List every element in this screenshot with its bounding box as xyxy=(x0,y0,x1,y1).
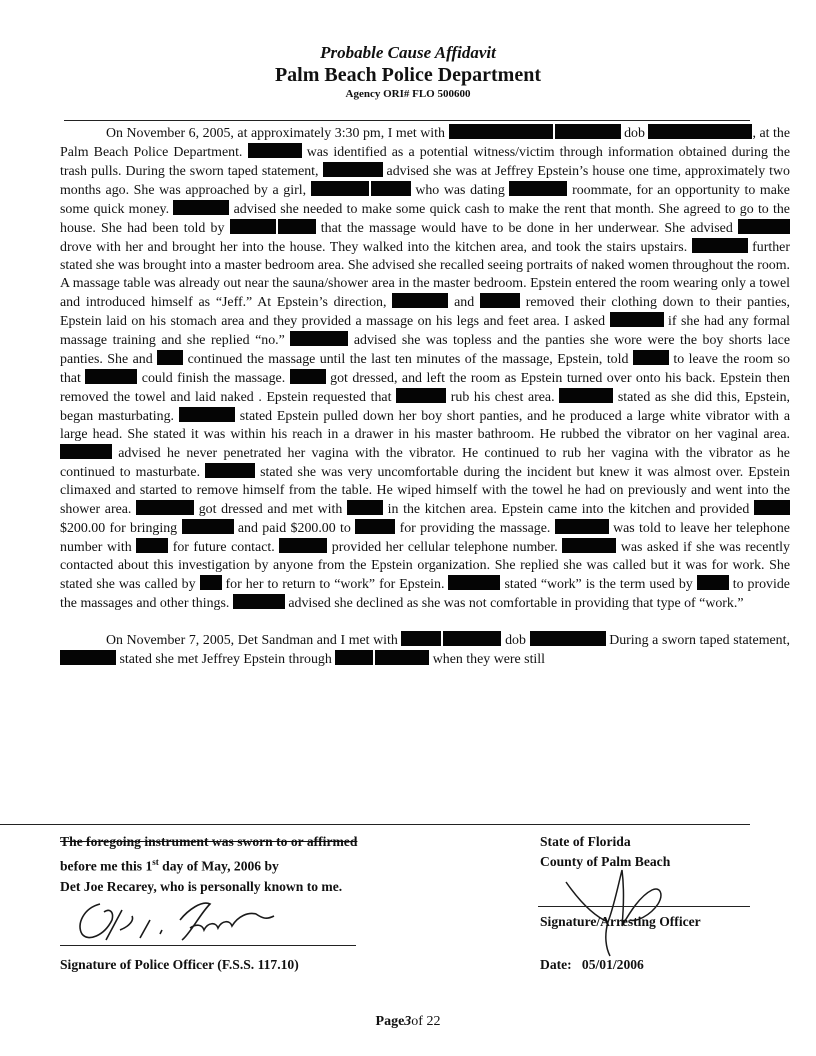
redaction xyxy=(555,519,609,534)
date-label: Date: xyxy=(540,957,572,972)
redaction xyxy=(738,219,790,234)
sworn-line: The foregoing instrument was sworn to or affirmed xyxy=(60,834,358,849)
redaction xyxy=(633,350,669,365)
redaction xyxy=(233,594,285,609)
paragraph-1 xyxy=(60,124,790,613)
text-segment: for providing the massage. xyxy=(399,521,551,536)
redaction xyxy=(401,631,441,646)
text-segment: On November 7, 2005, Det Sandman and I met with xyxy=(106,633,398,648)
footer-divider xyxy=(0,824,750,825)
redaction xyxy=(449,124,553,139)
text-segment: During a sworn taped statement, xyxy=(609,633,790,648)
redaction xyxy=(136,538,168,553)
state-label: State of Florida xyxy=(540,834,631,849)
text-segment: drove with her and brought her into the house. They walked into the kitchen area, and took the stairs upstairs. xyxy=(60,240,688,255)
text-segment: was told to leave her telephone number with xyxy=(60,521,790,555)
text-segment: who was dating xyxy=(415,183,505,198)
redaction xyxy=(392,293,448,308)
text-segment: in the kitchen area. Epstein came into the kitchen and provided xyxy=(387,502,750,517)
redaction xyxy=(509,181,567,196)
text-segment: when they were still xyxy=(432,652,546,667)
redaction xyxy=(559,388,613,403)
text-segment: could finish the massage. xyxy=(141,371,286,386)
redaction xyxy=(323,162,383,177)
redaction xyxy=(290,331,348,346)
text-segment: to provide the massages and other things. xyxy=(60,577,790,611)
redaction xyxy=(230,219,276,234)
date-text: day of May, 2006 by xyxy=(158,858,279,874)
redaction xyxy=(610,312,664,327)
redaction xyxy=(371,181,411,196)
county-label: County of Palm Beach xyxy=(540,854,671,869)
redaction xyxy=(60,444,112,459)
document-header xyxy=(0,42,816,101)
redaction xyxy=(279,538,327,553)
redaction xyxy=(396,388,446,403)
redaction xyxy=(480,293,520,308)
text-segment: for future contact. xyxy=(172,540,275,555)
text-segment: stated “work” is the term used by xyxy=(504,577,693,592)
page-suffix: of 22 xyxy=(411,1014,441,1029)
known-line: Det Joe Recarey, who is personally known to me. xyxy=(60,878,343,894)
text-segment: that the massage would have to be done in her underwear. She advised xyxy=(320,221,733,236)
text-segment: rub his chest area. xyxy=(450,390,555,405)
redaction xyxy=(697,575,729,590)
redaction xyxy=(648,124,752,139)
redaction xyxy=(278,219,316,234)
text-segment: , at the Palm Beach Police Department. xyxy=(60,126,790,160)
header-divider xyxy=(64,120,750,121)
before-me-text: before me this 1 xyxy=(60,858,153,874)
paragraph-2 xyxy=(60,631,790,669)
text-segment: stated she was very uncomfortable during the incident but knew it was almost over. Epstein climaxed and started to remove himself from the table. He wiped himself with the towel he had on previously and went into the shower area. xyxy=(60,465,790,517)
text-segment: and xyxy=(454,295,475,310)
redaction xyxy=(555,124,621,139)
redaction xyxy=(173,200,229,215)
redaction xyxy=(248,143,302,158)
page-prefix: Page xyxy=(375,1014,405,1029)
text-segment: removed their clothing down to their panties, Epstein laid on his stomach area and they provided a massage on his legs and feet area. I asked xyxy=(60,295,790,329)
date-value: 05/01/2006 xyxy=(581,957,644,972)
document-title: Probable Cause Affidavit xyxy=(320,43,496,62)
text-segment: advised she was topless and the panties she wore were the boy shorts lace panties. She and xyxy=(60,333,790,367)
text-segment: got dressed and met with xyxy=(198,502,343,517)
redaction xyxy=(443,631,501,646)
page-number xyxy=(0,1014,816,1030)
text-segment: advised she needed to make some quick cash to make the rent that month. She agreed to go to the house. She had been told by xyxy=(60,202,790,236)
text-segment: to leave the room so that xyxy=(60,352,790,386)
redaction xyxy=(692,238,748,253)
text-segment: advised she was at Jeffrey Epstein’s house one time, approximately two months ago. She was approached by a girl, xyxy=(60,164,790,198)
redaction xyxy=(179,407,235,422)
redaction xyxy=(85,369,137,384)
text-segment: On November 6, 2005, at approximately 3:30 pm, I met with xyxy=(106,126,445,141)
sworn-statement xyxy=(60,832,460,897)
redaction xyxy=(448,575,500,590)
redaction xyxy=(562,538,616,553)
ordinal-suffix: st xyxy=(152,857,159,867)
redaction xyxy=(136,500,194,515)
redaction xyxy=(347,500,383,515)
text-segment: stated Epstein pulled down her boy short panties, and he produced a large white vibrator with a large head. She stated it was within his reach in a drawer in his master bathroom. He rubbed the vibrator on her vaginal area. xyxy=(60,409,791,442)
text-segment: and paid $200.00 to xyxy=(237,521,351,536)
text-segment: dob xyxy=(505,633,526,648)
text-segment: stated she met Jeffrey Epstein through xyxy=(119,652,332,667)
redaction xyxy=(335,650,373,665)
officer-signature-label: Signature of Police Officer (F.S.S. 117.10) xyxy=(60,957,299,972)
date-block xyxy=(540,955,644,975)
text-segment: advised she declined as she was not comfortable in providing that type of “work.” xyxy=(288,596,744,611)
date-line xyxy=(60,852,460,877)
redaction xyxy=(530,631,606,646)
page-current: 3 xyxy=(404,1014,412,1029)
text-segment: if she had any formal massage training and she replied “no.” xyxy=(60,314,790,348)
text-segment: continued the massage until the last ten minutes of the massage, Epstein, told xyxy=(187,352,629,367)
text-segment: $200.00 for bringing xyxy=(60,521,178,536)
text-segment: roommate, for an opportunity to make some quick money. xyxy=(60,183,790,217)
redaction xyxy=(375,650,429,665)
text-segment: further stated she was brought into a master bedroom area. She advised she recalled seeing portraits of naked women throughout the room. A massage table was already out near the sauna/shower area in the master bedroom. Epstein entered the room wearing only a towel and introduced himself as “Jeff.” At Epstein’s direction, xyxy=(60,240,790,310)
text-segment: was asked if she was recently contacted about this investigation by anyone from the Epstein organization. She replied she was called but it was for work. She stated she was called by xyxy=(60,540,790,592)
redaction xyxy=(60,650,116,665)
officer-signature-line xyxy=(60,945,356,946)
text-segment: for her to return to “work” for Epstein. xyxy=(225,577,445,592)
redaction xyxy=(355,519,395,534)
redaction xyxy=(205,463,255,478)
text-segment: stated as she did this, Epstein, began masturbating. xyxy=(60,390,791,424)
redaction xyxy=(754,500,790,515)
arresting-officer-label: Signature/Arresting Officer xyxy=(540,914,701,929)
redaction xyxy=(157,350,183,365)
redaction xyxy=(311,181,369,196)
text-segment: dob xyxy=(624,126,645,141)
officer-signature xyxy=(70,890,300,948)
text-segment: provided her cellular telephone number. xyxy=(331,540,558,555)
redaction xyxy=(182,519,234,534)
arresting-officer-signature xyxy=(560,856,680,966)
redaction xyxy=(290,369,326,384)
affidavit-body xyxy=(60,124,790,669)
text-segment: advised he never penetrated her vagina with the vibrator. He continued to rub her vagina with the vibrator as he continued to masturbate. xyxy=(60,446,790,480)
agency-ori: Agency ORI# FLO 500600 xyxy=(345,88,471,100)
arresting-signature-line xyxy=(538,906,750,907)
text-segment: got dressed, and left the room as Epstein turned over onto his back. Epstein then removed the towel and laid naked . Epstein requested that xyxy=(60,371,790,405)
department-name: Palm Beach Police Department xyxy=(274,64,542,86)
redaction xyxy=(200,575,222,590)
text-segment: was identified as a potential witness/victim through information obtained during the trash pulls. During the sworn taped statement, xyxy=(60,145,790,179)
